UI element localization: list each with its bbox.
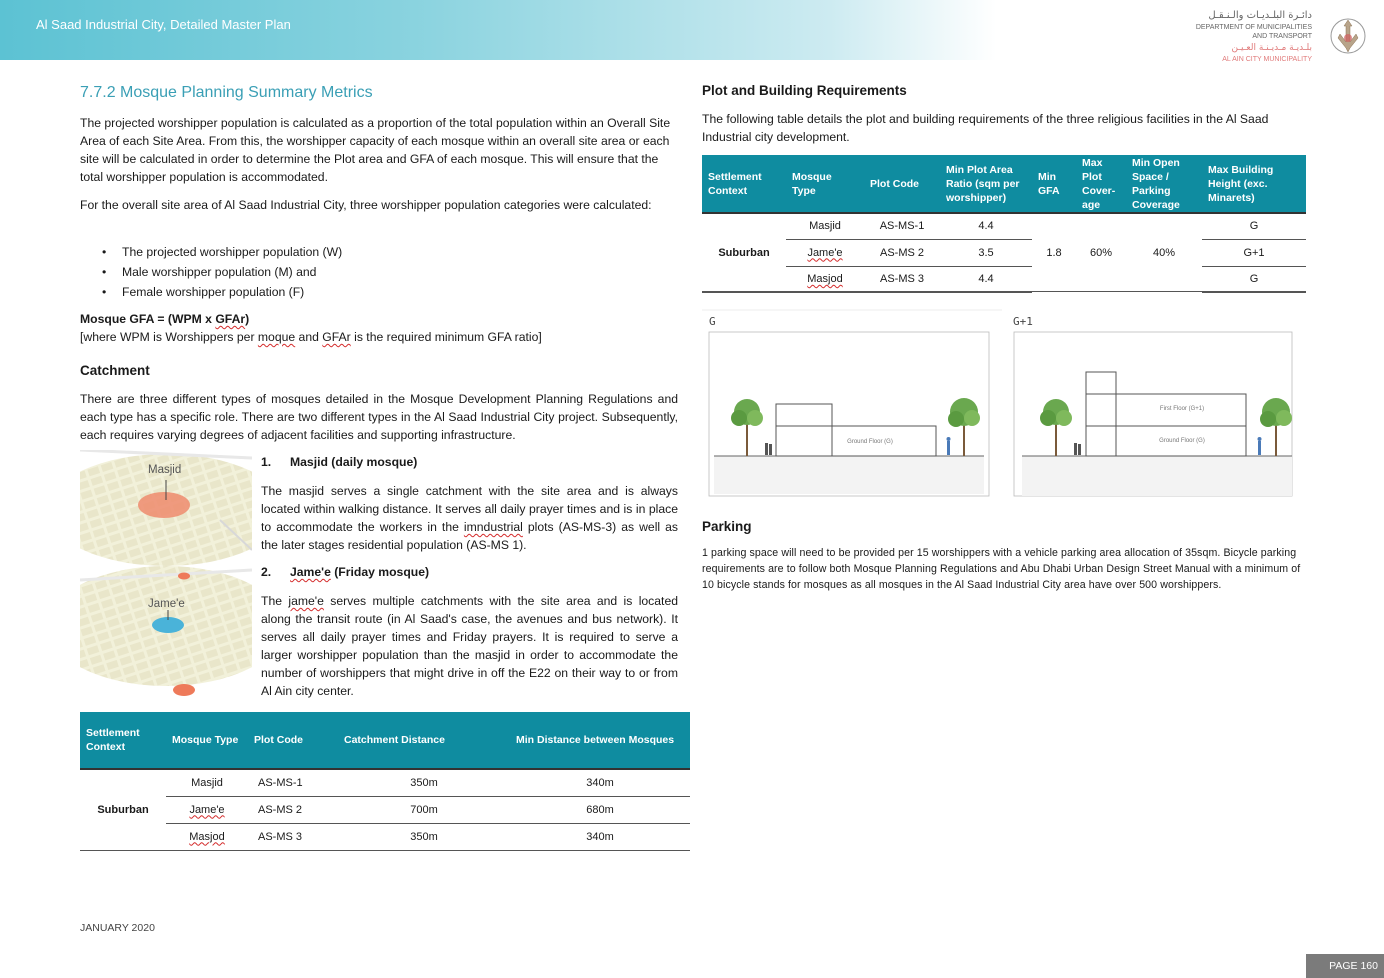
table-header: Min Plot Area Ratio (sqm per worshipper) [940, 155, 1032, 213]
table-row: Suburban Masjid AS-MS-1 350m 340m [80, 769, 690, 796]
tree-icon [948, 398, 980, 456]
intro-paragraph: The projected worshipper population is calculated as a proportion of the total population within an Overall Site Area of each Site Area. From this, the worshipper capacity of each mosque within an overall site area or each site will be calculated in order to determine the Plot area and GFA of each mosque. This will ensure that the total worshipper population is accommodated. [80, 116, 671, 184]
item2-paragraph: The jame'e serves multiple catchments with the site area and is located along the transit route (in Al Saad's case, the avenues and bus network). It serves all daily prayer times and Friday prayers. It is required to serve a larger worshipper population than the masjid in order to accommodate the number of worshippers that might drive in off the E22 on their way to or from Al Ain city center. [261, 594, 679, 698]
item2-title: Jame'e (Friday mosque) [290, 565, 430, 579]
ground-floor-label: Ground Floor (G) [847, 439, 893, 445]
drawing-g-label: G [709, 315, 716, 328]
first-floor-label: First Floor (G+1) [1159, 406, 1205, 412]
item1-number: 1. [261, 455, 272, 469]
parking-heading: Parking [702, 519, 752, 534]
table-header: Min Distance between Mosques [510, 712, 690, 769]
person-icon [1074, 443, 1081, 455]
table-bottom-rule [702, 291, 1306, 292]
table-header: Settlement Context [702, 155, 786, 213]
drawing-g1-label: G+1 [1013, 315, 1033, 328]
logo-english-department: DEPARTMENT OF MUNICIPALITIES AND TRANSPORT [1195, 24, 1312, 40]
plot-requirements-table [702, 155, 1306, 293]
plot-requirements-heading: Plot and Building Requirements [702, 83, 907, 98]
section-title: 7.7.2 Mosque Planning Summary Metrics [80, 84, 373, 101]
list-item: • The projected worshipper population (W) [100, 242, 342, 262]
table-header: Min Open Space / Parking Coverage [1126, 155, 1202, 213]
person-icon [765, 443, 772, 455]
catchment-table [80, 712, 690, 851]
table-header: Max Building Height (exc. Minarets) [1202, 155, 1306, 213]
table-header: Max Plot Cover-age [1076, 155, 1126, 213]
plot-requirements-paragraph: The following table details the plot and building requirements of the three religious facilities in the Al Saad Industrial city development. [702, 112, 1269, 144]
catchment-maps-illustration [80, 450, 252, 702]
tree-icon [731, 399, 763, 456]
masjid-catchment-marker [138, 492, 190, 518]
logo-arabic-municipality: بلـديـة مـديـنـة العـيـن [1231, 43, 1312, 53]
catchment-heading: Catchment [80, 363, 150, 378]
table-header: Plot Code [248, 712, 338, 769]
table-row: Masjod AS-MS 3 4.4 G [702, 266, 1306, 292]
mosque-elevation-g-drawing [702, 306, 1002, 500]
item1-paragraph: The masjid serves a single catchment with the site area and is always located within walking distance. It serves all daily prayer times and is in place to accommodate the workers in the imndustrial plots (AS-MS-3) as well as the later stages residential population (AS-MS 1). [261, 484, 679, 552]
table-header: Mosque Type [166, 712, 248, 769]
table-header: Min GFA [1032, 155, 1076, 213]
parking-paragraph: 1 parking space will need to be provided per 15 worshippers with a vehicle parking area allocation of 35sqm. Bicycle parking requirements are to follow both Mosque Planning Regulations and Abu Dhabi Urban Design Street Manual with a minimum of 10 bicycle stands for mosques as all mosques in the Al Saad Industrial City area have over 500 worshippers. [702, 547, 1301, 591]
table-row: Jame'e AS-MS 2 3.5 G+1 [702, 239, 1306, 266]
item2-number: 2. [261, 565, 272, 579]
logo-arabic-department: دائـرة البلـديـات والـنـقـل [1208, 10, 1312, 21]
list-item: • Male worshipper population (M) and [100, 262, 342, 282]
municipality-logo [1195, 10, 1368, 66]
footer-date: JANUARY 2020 [80, 922, 155, 934]
person-icon [1258, 437, 1262, 455]
worshipper-categories-list [100, 242, 342, 302]
map-label-masjid: Masjid [148, 464, 182, 476]
gfa-formula: Mosque GFA = (WPM x GFAr) [80, 312, 250, 326]
table-header: Catchment Distance [338, 712, 510, 769]
logo-english-municipality: AL AIN CITY MUNICIPALITY [1222, 56, 1312, 63]
list-item: • Female worshipper population (F) [100, 282, 342, 302]
map-label-jamee: Jame'e [148, 598, 185, 610]
tree-icon [1040, 399, 1072, 456]
table-header: Plot Code [864, 155, 940, 213]
item1-title: Masjid (daily mosque) [290, 455, 418, 469]
page-number: PAGE 160 [1306, 954, 1384, 978]
header-band [0, 0, 1384, 60]
gfa-formula-note: [where WPM is Worshippers per moque and GFAr is the required minimum GFA ratio] [80, 330, 542, 344]
table-row: Masjod AS-MS 3 350m 340m [80, 823, 690, 850]
table-cell-context: Suburban [80, 769, 166, 850]
table-header: Settlement Context [80, 712, 166, 769]
catchment-marker [178, 573, 190, 580]
catchment-marker [173, 684, 195, 696]
table-row: Jame'e AS-MS 2 700m 680m [80, 796, 690, 823]
ground-floor-label: Ground Floor (G) [1159, 438, 1205, 444]
document-title: Al Saad Industrial City, Detailed Master Plan [36, 17, 291, 32]
categories-intro: For the overall site area of Al Saad Industrial City, three worshipper population categories were calculated: [80, 198, 652, 212]
person-icon [947, 437, 951, 455]
table-row: Suburban Masjid AS-MS-1 4.4 1.8 60% 40% G [702, 213, 1306, 239]
catchment-paragraph: There are three different types of mosques detailed in the Mosque Development Planning Regulations and each type has a specific role. There are two different types in the Al Saad Industrial City project. Subsequently, each requires varying degrees of adjacent facilities and supporting infrastructure. [80, 392, 678, 442]
tree-icon [1260, 398, 1292, 456]
mosque-elevation-g1-drawing [1008, 306, 1308, 500]
falcon-emblem-icon [1328, 12, 1368, 58]
table-header: Mosque Type [786, 155, 864, 213]
